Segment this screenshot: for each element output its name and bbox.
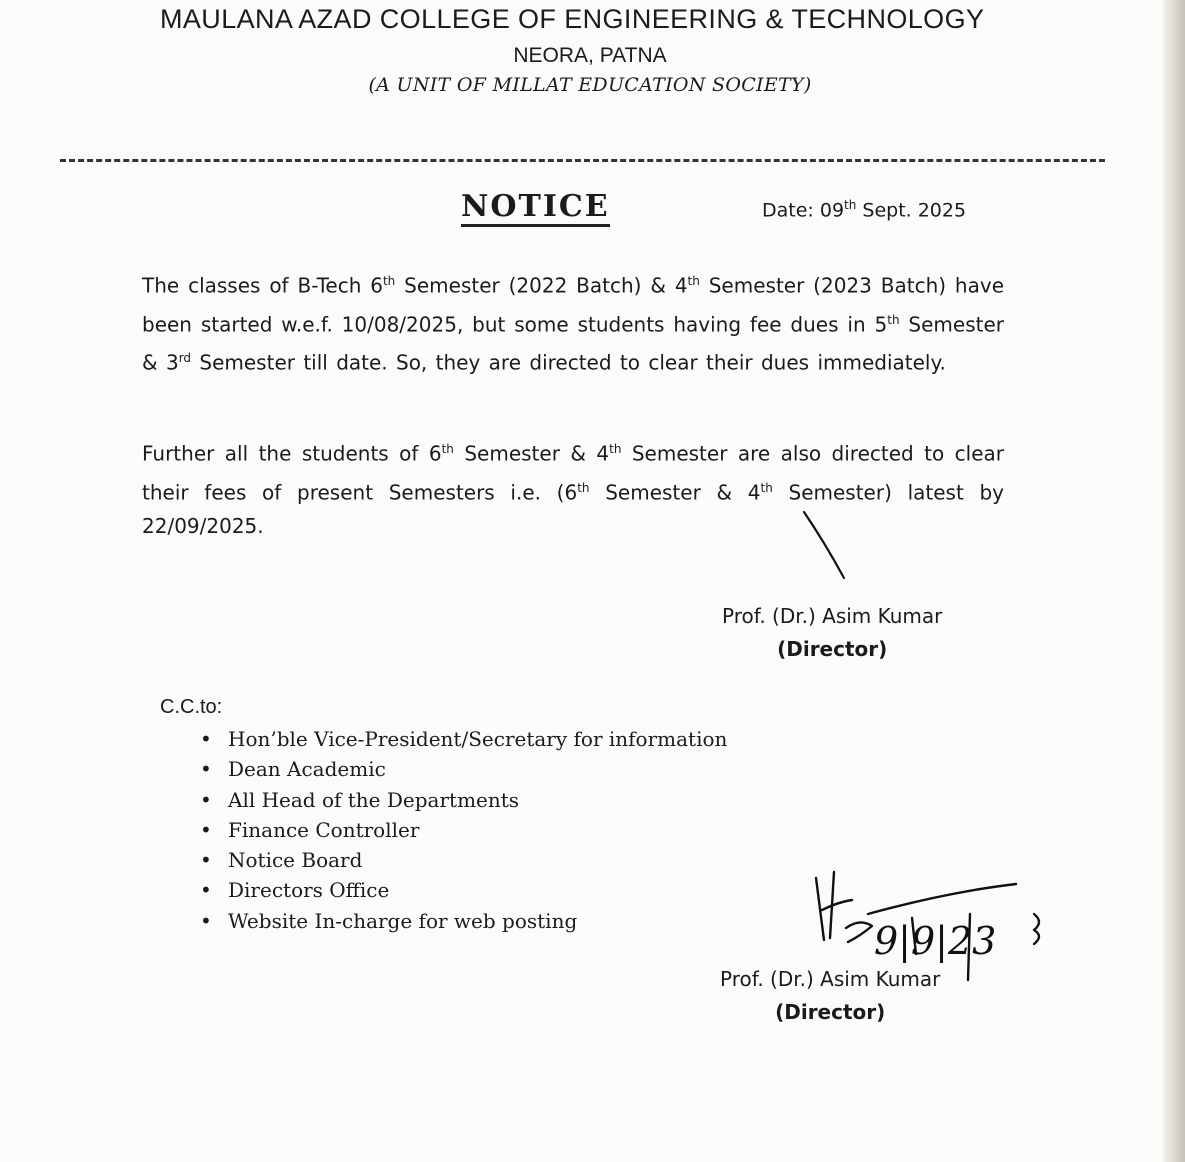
notice-date: Date: 09th Sept. 2025 bbox=[762, 198, 967, 222]
handwritten-signature-date: 9|9|23 bbox=[874, 919, 997, 963]
college-name: MAULANA AZAD COLLEGE OF ENGINEERING & TECHNOLOGY bbox=[160, 4, 985, 34]
signatory-block-top bbox=[722, 600, 942, 666]
signatory-block-bottom bbox=[720, 963, 940, 1029]
signature-stroke-mark bbox=[800, 508, 860, 583]
notice-paragraph-1: The classes of B-Tech 6th Semester (2022 Batch) & 4th Semester (2023 Batch) have been started w.e.f. 10/08/2025, but some students having fee dues in 5th Semester & 3rd Semester till date. So, they are directed to clear their dues immediately. bbox=[142, 273, 1004, 375]
notice-paragraph-2: Further all the students of 6th Semester & 4th Semester are also directed to clear their fees of present Semesters i.e. (6th Semester & 4th Semester) latest by 22/09/2025. bbox=[142, 441, 1005, 539]
cc-list-item: • Directors Office bbox=[200, 875, 727, 905]
cc-list-item: • Finance Controller bbox=[200, 815, 727, 845]
cc-list-item: • All Head of the Departments bbox=[200, 785, 727, 815]
paper-edge-shadow bbox=[1163, 0, 1185, 1162]
signatory-name: Prof. (Dr.) Asim Kumar bbox=[722, 604, 943, 628]
college-unit-of: (A UNIT OF MILLAT EDUCATION SOCIETY) bbox=[368, 74, 812, 96]
header-divider bbox=[60, 159, 1105, 162]
college-location: NEORA, PATNA bbox=[513, 44, 667, 67]
cc-list bbox=[200, 724, 727, 936]
cc-list-item: • Website In-charge for web posting bbox=[200, 906, 727, 936]
cc-list-item: • Notice Board bbox=[200, 845, 727, 875]
cc-list-item: • Dean Academic bbox=[200, 754, 727, 784]
signatory-role: (Director) bbox=[775, 1000, 886, 1024]
signatory-role: (Director) bbox=[777, 637, 888, 661]
cc-label: C.C.to: bbox=[160, 696, 223, 718]
notice-title: NOTICE bbox=[461, 190, 610, 227]
signatory-name: Prof. (Dr.) Asim Kumar bbox=[720, 967, 941, 991]
cc-list-item: • Hon’ble Vice-President/Secretary for information bbox=[200, 724, 727, 754]
